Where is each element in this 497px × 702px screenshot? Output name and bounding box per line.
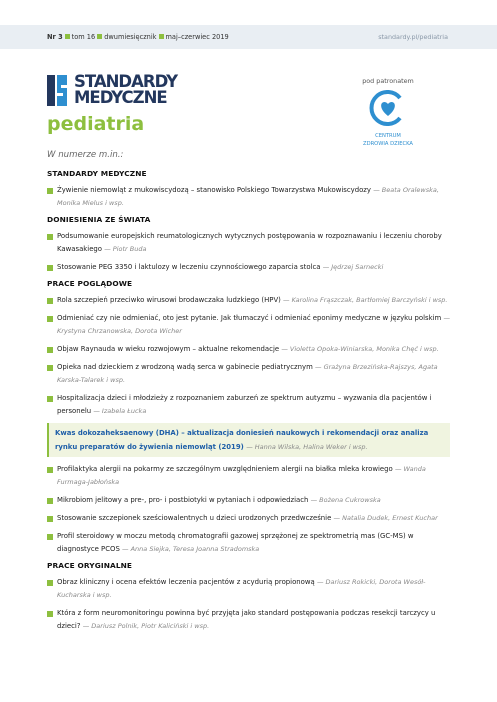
highlight-authors: — Hanna Wilska, Halina Weker i wsp. [246,443,368,451]
item-title: Hospitalizacja dzieci i młodzieży z rozpoznaniem zaburzeń ze spektrum autyzmu – wyzwania dla pacjentów i personelu [57,394,432,415]
item-title: Objaw Raynauda w wieku rozwojowym – aktualne rekomendacje [57,345,280,353]
item-authors: — Izabela Łucka [93,407,147,415]
bullet-icon [47,347,53,353]
list-item[interactable] [47,512,450,525]
section-title: STANDARDY MEDYCZNE [47,169,147,178]
item-authors: — Dariusz Rokicki, Dorota Wesół-Kucharska i wsp. [57,578,426,599]
item-title: Żywienie niemowląt z mukowiscydozą – stanowisko Polskiego Towarzystwa Mukowiscydozy [57,186,372,194]
patronage [353,77,423,148]
section-title: PRACE ORYGINALNE [47,561,133,570]
item-authors: — Anna Siejka, Teresa Joanna Stradomska [122,545,260,553]
bullet-icon [47,396,53,402]
list-item[interactable] [47,312,450,338]
intro-text: W numerze m.in.: [47,150,124,160]
highlighted-article[interactable] [47,423,450,457]
item-title: Podsumowanie europejskich reumatologicznych wytycznych postępowania w rozpoznawaniu i leczeniu choroby Kawasakiego [57,232,442,253]
header-bar [0,25,497,49]
bullet-icon [47,534,53,540]
item-authors: — Krystyna Chrzanowska, Dorota Wicher [57,314,450,335]
section-title: PRACE POGLĄDOWE [47,279,133,288]
item-authors: — Dariusz Polnik, Piotr Kaliciński i wsp. [82,622,210,630]
website-link[interactable]: standardy.pl/pediatria [378,33,448,41]
list-item[interactable] [47,361,450,387]
journal-subtitle: pediatria [47,113,145,135]
bullet-icon [47,265,53,271]
logo-text [74,74,177,106]
bullet-icon [47,188,53,194]
list-item[interactable] [47,463,450,489]
issue-info [47,33,229,41]
item-authors: — Beata Oralewska, Monika Mielus i wsp. [57,186,439,207]
volume: tom 16 [71,33,96,41]
list-item[interactable] [47,576,450,602]
item-title: Opieka nad dzieckiem z wrodzoną wadą serca w gabinecie pediatrycznym [57,363,313,371]
highlight-title: Kwas dokozaheksaenowy (DHA) – aktualizacja doniesień naukowych i rekomendacji oraz analiza rynku preparatów do żywienia niemowląt (2019) [55,429,429,451]
logo-line2: MEDYCZNE [74,88,167,107]
item-title: Odmieniać czy nie odmieniać, oto jest pytanie. Jak tłumaczyć i odmieniać eponimy medyczne w języku polskim [57,314,442,322]
list-item[interactable] [47,230,450,256]
list-item[interactable] [47,294,450,307]
bullet-icon [47,467,53,473]
patronage-org [353,132,423,148]
list-item[interactable] [47,530,450,556]
item-authors: — Bożena Cukrowska [310,496,381,504]
bullet-icon [47,298,53,304]
item-title: Mikrobiom jelitowy a pre-, pro- i postbiotyki w pytaniach i odpowiedziach [57,496,309,504]
frequency: dwumiesięcznik [104,33,157,41]
separator-square-icon [97,34,102,39]
item-title: Profilaktyka alergii na pokarmy ze szczególnym uwzględnieniem alergii na białka mleka krowiego [57,465,393,473]
item-authors: — Jędrzej Sarnecki [322,263,384,271]
org-line1: CENTRUM [375,133,401,139]
bullet-icon [47,316,53,322]
heart-logo-icon [369,90,407,126]
item-authors: — Natalia Dudek, Ernest Kuchar [333,514,438,522]
bullet-icon [47,580,53,586]
item-title: Rola szczepień przeciwko wirusowi brodawczaka ludzkiego (HPV) [57,296,281,304]
item-authors: — Karolina Frąszczak, Bartłomiej Barczyński i wsp. [283,296,448,304]
separator-square-icon [65,34,70,39]
item-title: Profil steroidowy w moczu metodą chromatografii gazowej sprzężonej ze spektrometrią mas (GC-MS) w diagnostyce PCOS [57,532,414,553]
bullet-icon [47,516,53,522]
item-title: Która z form neuromonitoringu powinna być przyjęta jako standard postępowania podczas resekcji tarczycy u dzieci? [57,609,436,630]
table-of-contents [47,165,450,638]
bullet-icon [47,611,53,617]
item-authors: — Piotr Buda [104,245,147,253]
item-title: Obraz kliniczny i ocena efektów leczenia pacjentów z acydurią propionową [57,578,315,586]
list-item[interactable] [47,184,450,210]
item-authors: — Wanda Furmaga-Jabłońska [57,465,426,486]
logo-mark-icon [47,75,67,106]
bullet-icon [47,365,53,371]
bullet-icon [47,234,53,240]
list-item[interactable] [47,607,450,633]
separator-square-icon [159,34,164,39]
bullet-icon [47,498,53,504]
item-title: Stosowanie szczepionek sześciowalentnych u dzieci urodzonych przedwcześnie [57,514,332,522]
issue-period: maj–czerwiec 2019 [165,33,229,41]
section-title: DONIESIENIA ZE ŚWIATA [47,215,151,224]
item-authors: — Violetta Opoka-Winiarska, Monika Chęć i wsp. [281,345,439,353]
list-item[interactable] [47,261,450,274]
org-line2: ZDROWIA DZIECKA [363,141,413,147]
list-item[interactable] [47,392,450,418]
patronage-label: pod patronatem [362,77,414,85]
list-item[interactable] [47,494,450,507]
item-authors: — Grażyna Brzezińska-Rajszys, Agata Karska-Talarek i wsp. [57,363,438,384]
list-item[interactable] [47,343,450,356]
logo-line1: STANDARDY [74,72,178,91]
issue-number: Nr 3 [47,33,63,41]
item-title: Stosowanie PEG 3350 i laktulozy w leczeniu czynnościowego zaparcia stolca [57,263,321,271]
